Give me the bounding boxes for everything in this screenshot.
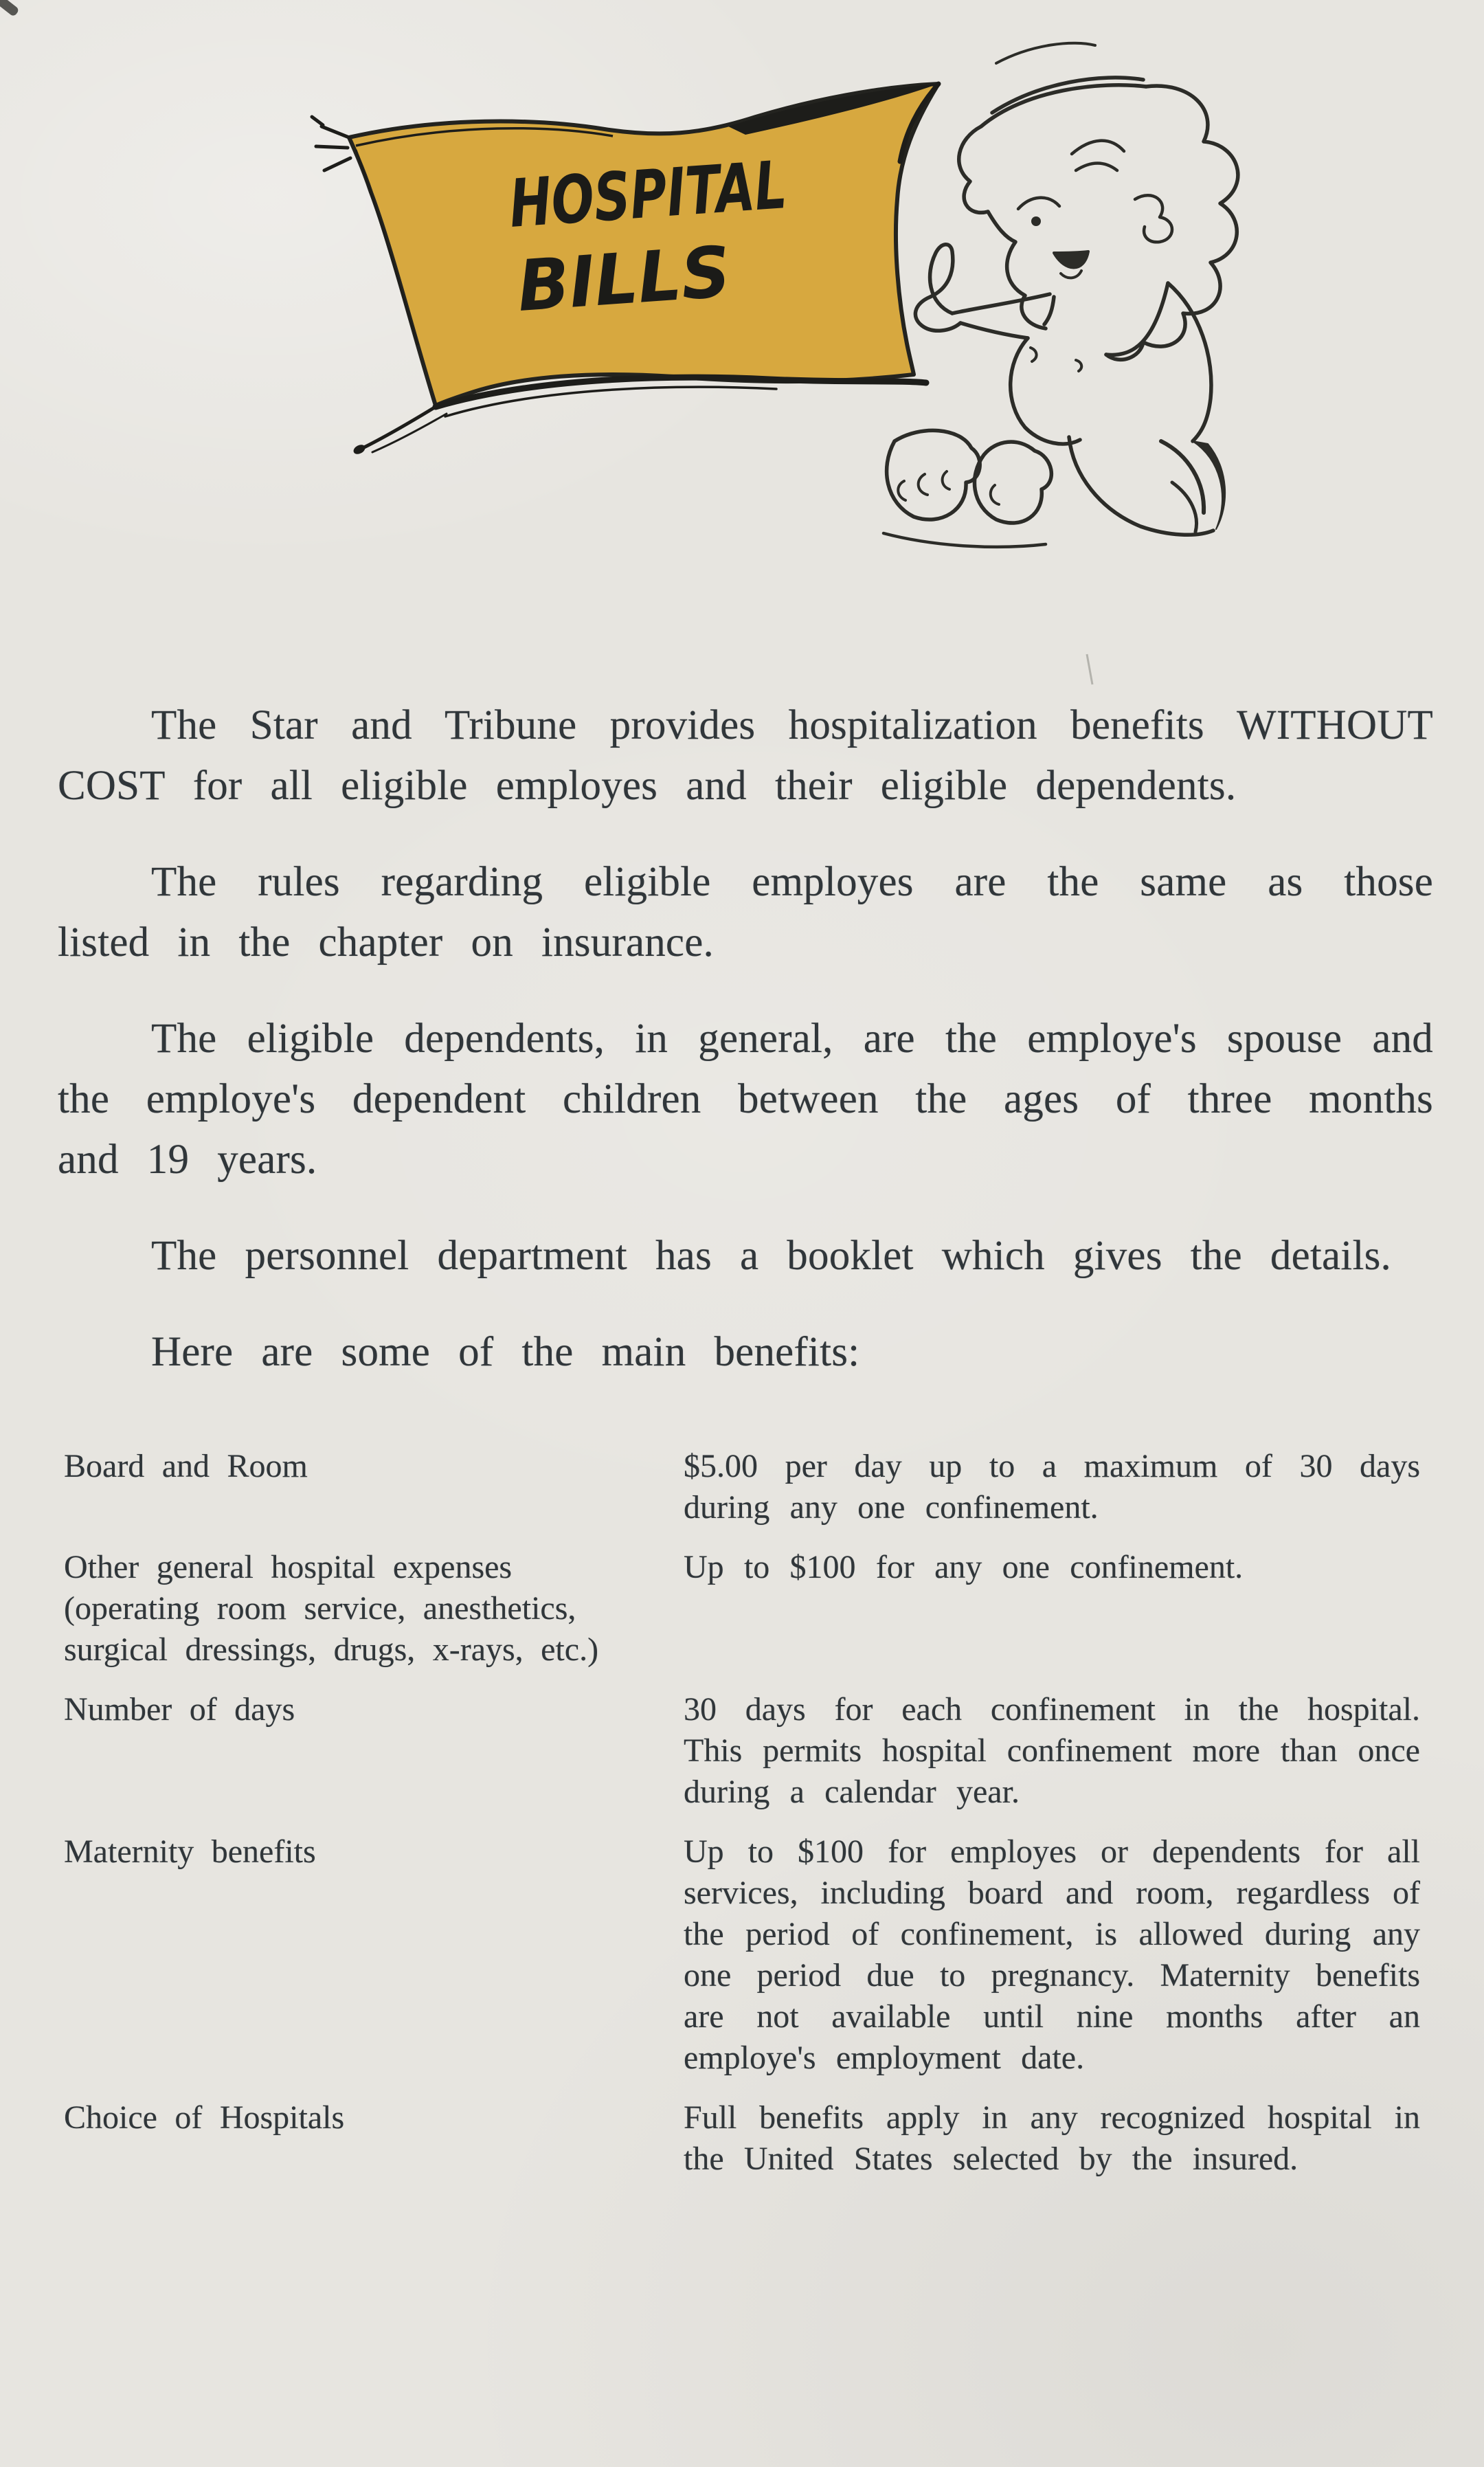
hospital-bills-banner-illustration (0, 0, 1484, 694)
paragraph-rules: The rules regarding eligible employes are the same as those listed in the chapter on insurance. (58, 859, 1433, 965)
paragraph-booklet: The personnel department has a booklet which gives the details. (151, 1233, 1391, 1279)
benefit-value: Up to $100 for any one confinement. (684, 1549, 1244, 1585)
benefit-row-number-of-days (64, 1689, 1433, 1813)
benefit-label: Choice of Hospitals (64, 2099, 345, 2136)
benefit-label: Maternity benefits (64, 1833, 316, 1870)
banner-text-line2: BILLS (515, 230, 740, 328)
page-text-content (58, 695, 1433, 2180)
benefit-value: Full benefits apply in any recognized hospital in the United States selected by the insured. (684, 2099, 1420, 2177)
banner-text-line1: HOSPITAL (506, 140, 876, 243)
benefit-row-maternity (64, 1831, 1433, 2079)
paragraph-dependents: The eligible dependents, in general, are the employe's spouse and the employe's dependent children between the ages of three months and 19 years. (58, 1016, 1433, 1183)
benefit-label: Number of days (64, 1691, 295, 1728)
benefits-list (58, 1446, 1433, 2180)
benefit-row-other-expenses (64, 1547, 1433, 1671)
baby-line-art (884, 43, 1238, 547)
benefit-row-board-and-room (64, 1446, 1433, 1528)
benefit-value: Up to $100 for employes or dependents for all services, including board and room, regardless of the period of confinement, is allowed during any one period due to pregnancy. Maternity benefits are not available until nine months after an employe's employment date. (684, 1833, 1420, 2076)
paragraph-benefits-lead: Here are some of the main benefits: (151, 1329, 860, 1375)
benefit-value: 30 days for each confinement in the hospital. This permits hospital confinement more than once during a calendar year. (684, 1691, 1420, 1810)
benefit-row-choice-of-hospitals (64, 2097, 1433, 2180)
banner-flag (312, 84, 938, 456)
benefit-label: Other general hospital expenses (operating room service, anesthetics, surgical dressings, drugs, x-rays, etc.) (64, 1549, 599, 1668)
flag-knot (312, 117, 350, 170)
benefit-label: Board and Room (64, 1448, 308, 1484)
paragraph-intro: The Star and Tribune provides hospitalization benefits WITHOUT COST for all eligible employes and their eligible dependents. (58, 702, 1433, 809)
stray-pencil-mark (1087, 654, 1092, 684)
benefit-value: $5.00 per day up to a maximum of 30 days during any one confinement. (684, 1448, 1420, 1526)
